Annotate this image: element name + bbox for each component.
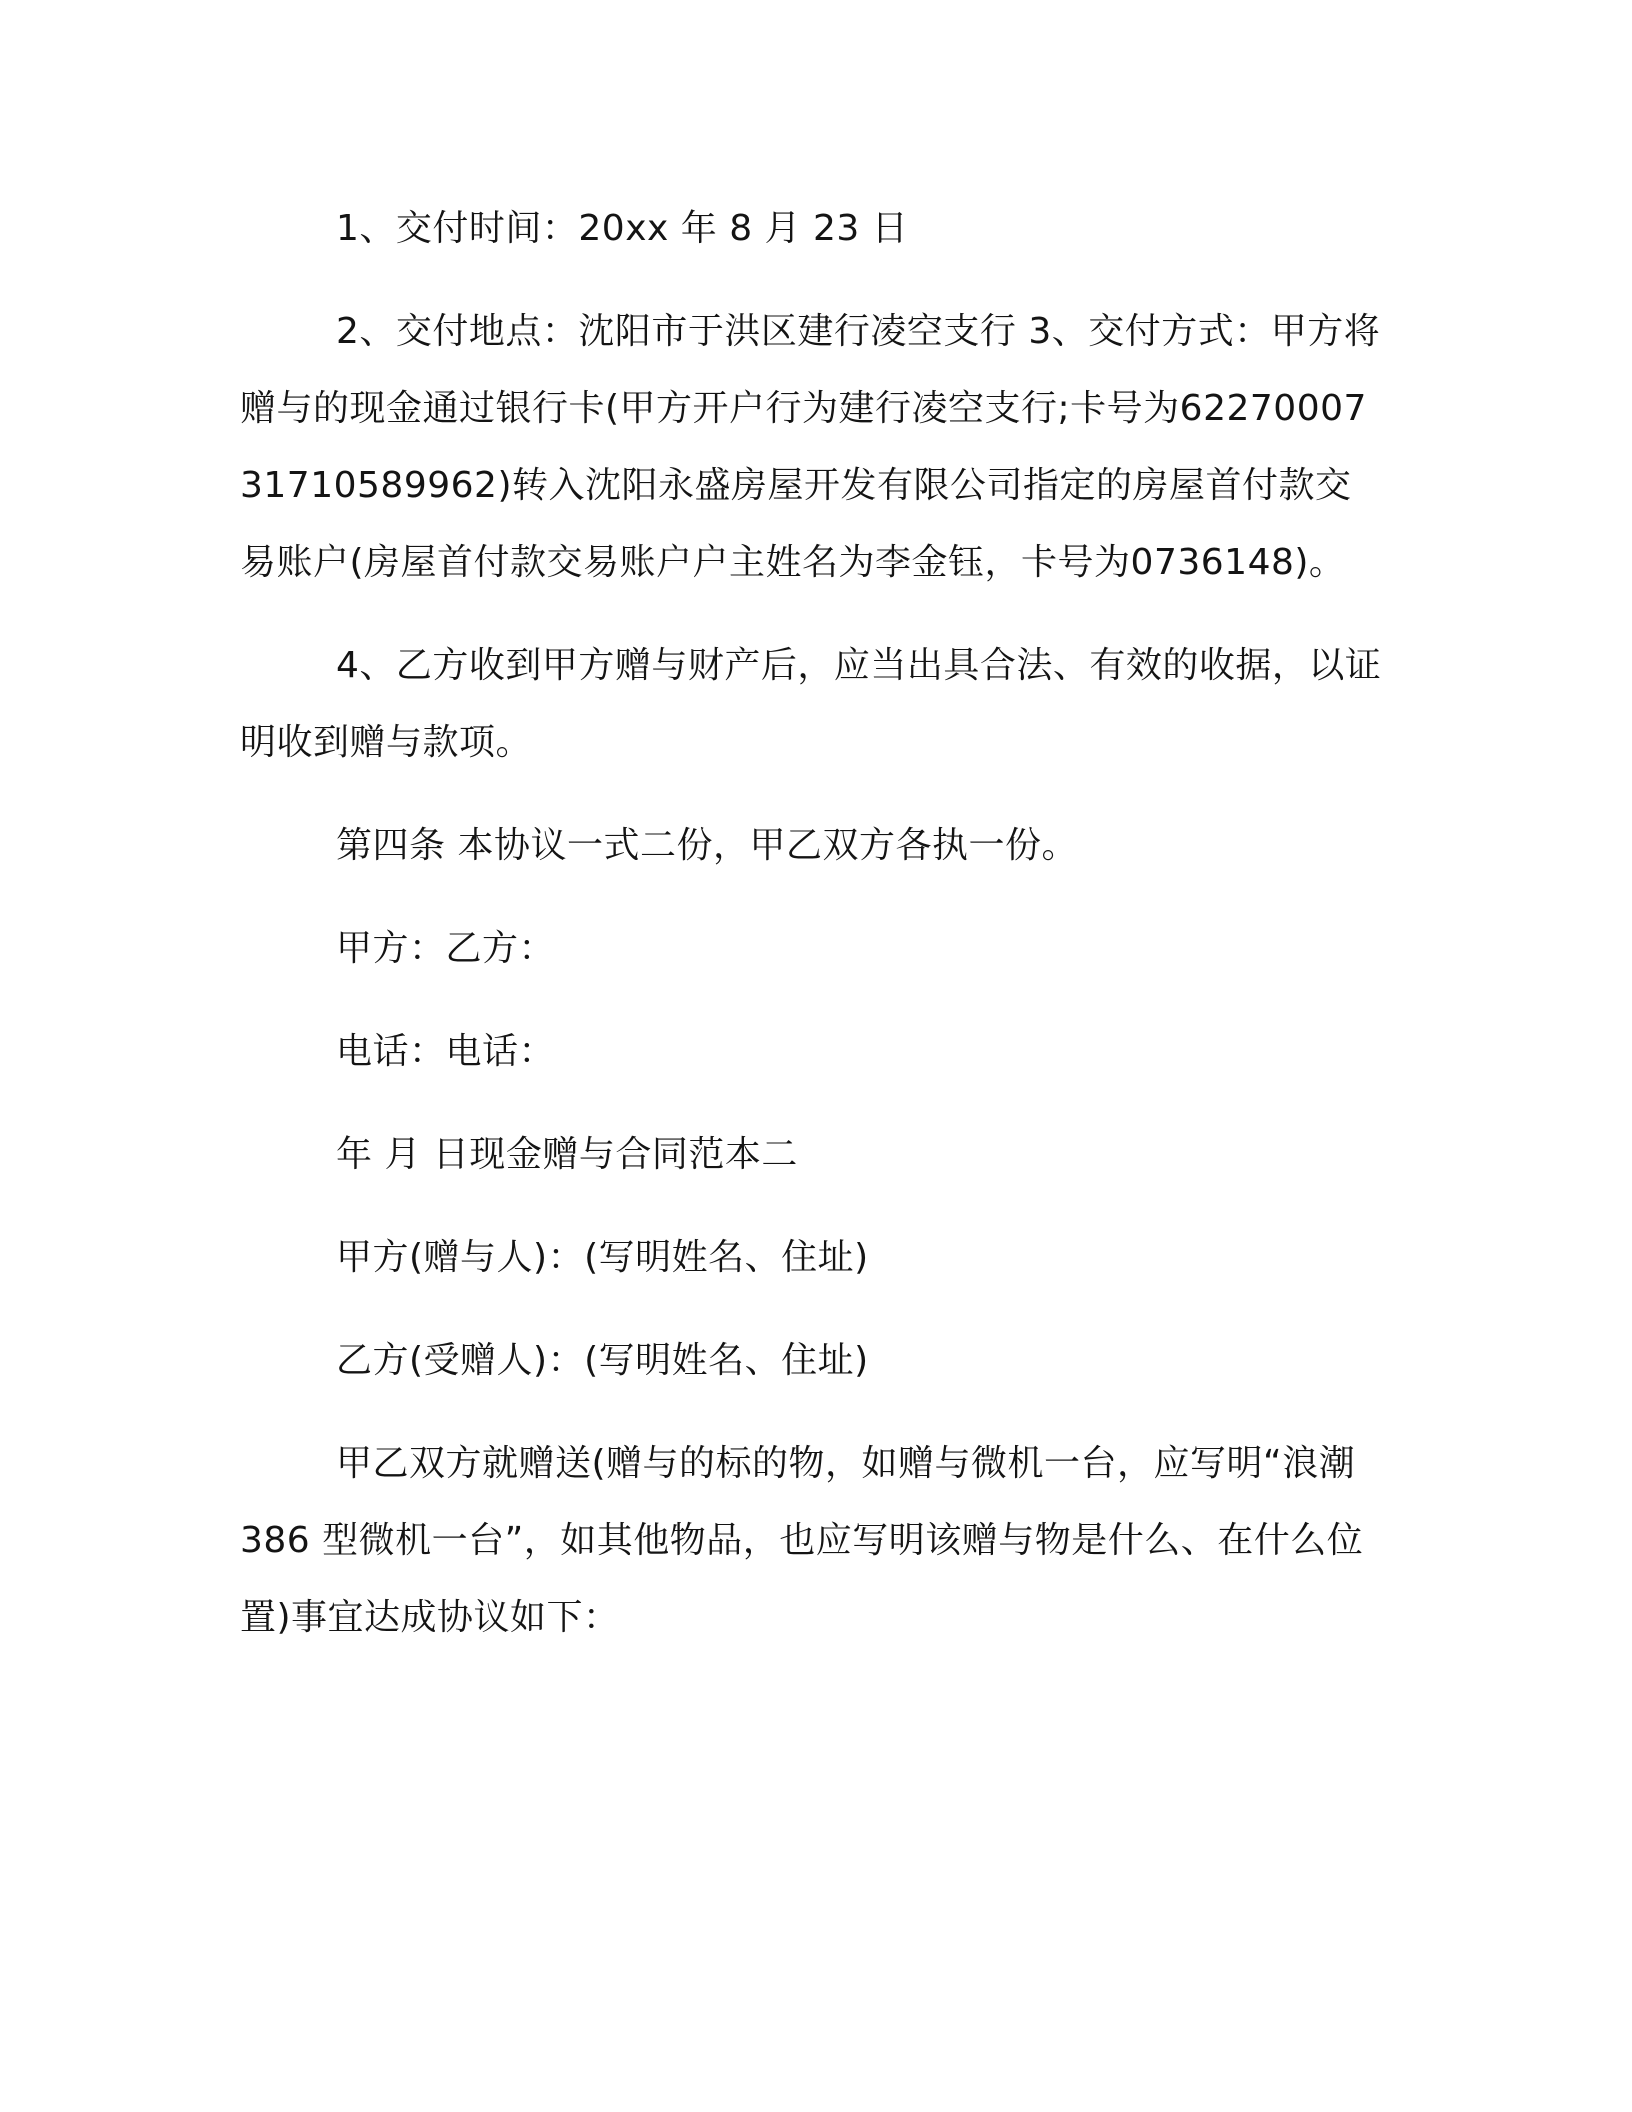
paragraph-donee: 乙方(受赠人)：(写明姓名、住址) bbox=[336, 1340, 869, 1381]
paragraph-phones: 电话：电话： bbox=[336, 1031, 556, 1072]
paragraph-receipt: 4、乙方收到甲方赠与财产后，应当出具合法、有效的收据，以证明收到赠与款项。 bbox=[240, 645, 1382, 763]
paragraph-donor: 甲方(赠与人)：(写明姓名、住址) bbox=[336, 1237, 869, 1278]
paragraph-delivery-time: 1、交付时间：20xx 年 8 月 23 日 bbox=[336, 208, 909, 249]
paragraph-agreement-intro: 甲乙双方就赠送(赠与的标的物，如赠与微机一台，应写明“浪潮 386 型微机一台”，如其他物品，也应写明该赠与物是什么、在什么位置)事宜达成协议如下： bbox=[240, 1443, 1364, 1638]
paragraph-date-title-two: 年 月 日现金赠与合同范本二 bbox=[336, 1134, 798, 1175]
document-body bbox=[240, 190, 1382, 1682]
paragraph-delivery-place-method: 2、交付地点：沈阳市于洪区建行凌空支行 3、交付方式：甲方将赠与的现金通过银行卡(甲方开户行为建行凌空支行;卡号为6227000731710589962)转入沈阳永盛房屋开发有限公司指定的房屋首付款交易账户(房屋首付款交易账户户主姓名为李金钰，卡号为0736148)。 bbox=[240, 311, 1381, 583]
paragraph-article-four: 第四条 本协议一式二份，甲乙双方各执一份。 bbox=[336, 825, 1078, 866]
paragraph-parties: 甲方：乙方： bbox=[336, 928, 556, 969]
